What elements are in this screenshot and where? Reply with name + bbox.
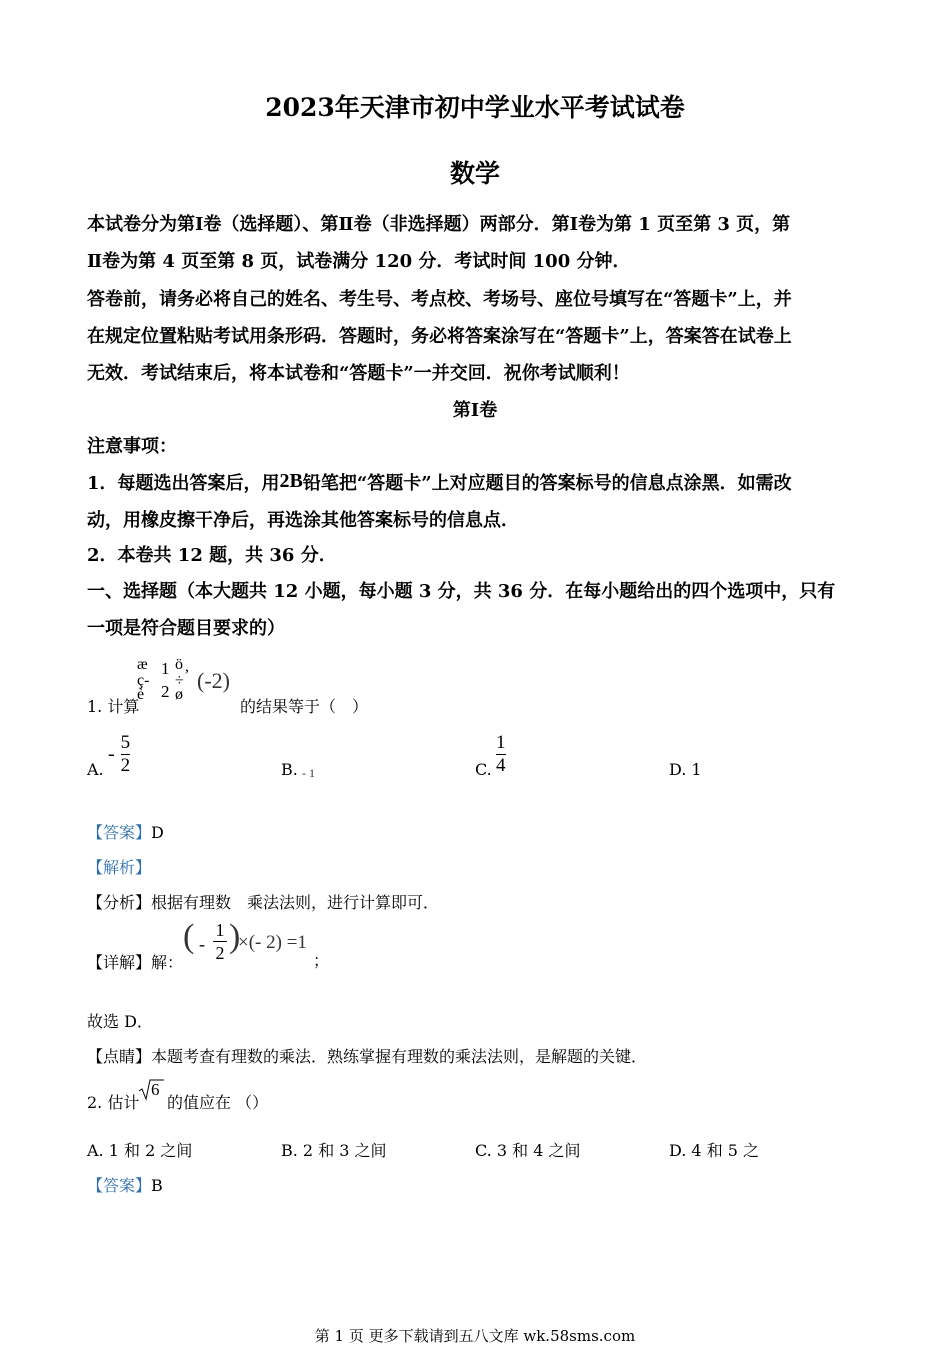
pencil-grade: 2B: [279, 470, 303, 492]
q1-option-a-den: 2: [120, 755, 131, 776]
detail-den: 2: [215, 943, 225, 963]
q2-suffix: 的值应在 （）: [167, 1093, 269, 1112]
q1-frac-num: 1: [161, 659, 170, 678]
note-1-start: 1．每题选出答案后，用: [87, 473, 280, 494]
q1-option-a-value: [108, 733, 130, 776]
notes-title: 注意事项：: [87, 436, 177, 457]
q1-choose: 故选 D．: [87, 1012, 153, 1031]
q1-option-c-value: [496, 733, 506, 776]
q1-answer-line: [87, 820, 164, 843]
q1-expression: [137, 656, 237, 708]
q1-glyph-f: ø: [175, 686, 183, 703]
q1-option-c-frac: [496, 733, 506, 776]
q2-option-a: A. 1 和 2 之间: [87, 1141, 193, 1160]
right-paren: ): [229, 918, 241, 955]
q1-glyph-d: ö: [175, 656, 183, 673]
q1-glyph-b: ç-: [137, 672, 150, 689]
q1-option-c-den: 4: [496, 755, 506, 776]
detail-frac: [213, 920, 227, 963]
exam-title: 2023年天津市初中学业水平考试试卷: [265, 93, 685, 122]
note-1-rest: 铅笔把“答题卡”上对应题目的答案标号的信息点涂黑．如需改: [302, 473, 792, 494]
intro-line-2: Ⅱ卷为第 4 页至第 8 页，试卷满分 120 分．考试时间 100 分钟．: [87, 251, 631, 272]
q1-option-a-label: A.: [87, 760, 104, 779]
detail-end: ；: [313, 951, 330, 970]
note-1-line-2: 动，用橡皮擦干净后，再选涂其他答案标号的信息点．: [87, 510, 519, 531]
intro-line-3: 答卷前，请务必将自己的姓名、考生号、考点校、考场号、座位号填写在“答题卡”上，并: [87, 289, 792, 310]
q2-sqrt: [138, 1078, 164, 1102]
q1-prefix: 1. 计算: [87, 697, 140, 716]
q1-frac-den: 2: [161, 682, 170, 701]
intro-line-4: 在规定位置粘贴考试用条形码．答题时，务必将答案涂写在“答题卡”上，答案答在试卷上: [87, 326, 792, 347]
part-1-heading-cont: 一项是符合题目要求的）: [87, 618, 285, 639]
q1-detail-label: [87, 950, 183, 973]
q2-option-d: D. 4 和 5 之: [669, 1141, 760, 1160]
fenxi-tag: 【分析】: [87, 893, 152, 912]
q2-option-b: B. 2 和 3 之间: [281, 1141, 387, 1160]
intro-line-5: 无效．考试结束后，将本试卷和“答题卡”一并交回．祝你考试顺利！: [87, 363, 630, 384]
answer-tag: 【答案】: [87, 823, 152, 842]
detail-prefix: 解：: [151, 953, 184, 972]
q1-option-a-sign: -: [108, 743, 115, 765]
dianjing-text: 本题考查有理数的乘法．熟练掌握有理数的乘法法则，是解题的关键．: [151, 1047, 648, 1066]
q2-answer-line: [87, 1173, 163, 1196]
q1-comma: ,: [185, 658, 189, 675]
note-1-line-1: [87, 469, 792, 495]
q1-option-a-frac: [121, 733, 131, 776]
q1-glyph-c: è: [137, 686, 145, 703]
q1-glyph-e: ÷: [175, 672, 184, 689]
q2-option-c: C. 3 和 4 之间: [475, 1141, 581, 1160]
detail-rest: ×(- 2) =1: [238, 932, 307, 953]
intro-line-1: 本试卷分为第Ⅰ卷（选择题）、第Ⅱ卷（非选择题）两部分．第Ⅰ卷为第 1 页至第 3 页，第: [87, 214, 791, 235]
q1-option-b-value: - 1: [302, 766, 315, 780]
q1-glyph-a: æ: [137, 656, 148, 673]
fenxi-text: 根据有理数 乘法法则，进行计算即可．: [151, 893, 440, 912]
fraction-bar: [213, 941, 227, 942]
page-footer: 第 1 页 更多下载请到五八文库 wk.58sms.com: [314, 1327, 636, 1345]
q1-dianjing: [87, 1044, 647, 1067]
q2-answer: B: [151, 1176, 163, 1195]
q2-prefix: 2. 估计: [87, 1093, 140, 1112]
answer-tag: 【答案】: [87, 1176, 152, 1195]
part-1-heading: 一、选择题（本大题共 12 小题，每小题 3 分，共 36 分．在每小题给出的四个选项中，只有: [87, 581, 836, 602]
q2-radicand: 6: [151, 1080, 160, 1099]
q1-answer: D: [151, 823, 164, 842]
volume-title: 第Ⅰ卷: [452, 400, 498, 421]
q1-option-b-label: B.: [281, 760, 298, 779]
detail-sign: -: [199, 934, 205, 954]
q1-option-c-label: C.: [475, 760, 492, 779]
q1-option-d: D. 1: [669, 760, 702, 779]
subject-title: 数学: [449, 159, 500, 188]
q1-option-c-num: 1: [496, 732, 506, 753]
note-2: 2．本卷共 12 题，共 36 分．: [87, 545, 337, 566]
detail-tag: 【详解】: [87, 953, 152, 972]
q1-suffix: 的结果等于（ ）: [240, 697, 369, 716]
analysis-tag: 【解析】: [87, 858, 152, 877]
q1-option-a-num: 5: [120, 732, 131, 753]
q1-fenxi: [87, 890, 439, 913]
dianjing-tag: 【点睛】: [87, 1047, 152, 1066]
q1-operand: (-2): [197, 668, 230, 693]
detail-num: 1: [215, 920, 225, 940]
left-paren: (: [183, 918, 195, 955]
